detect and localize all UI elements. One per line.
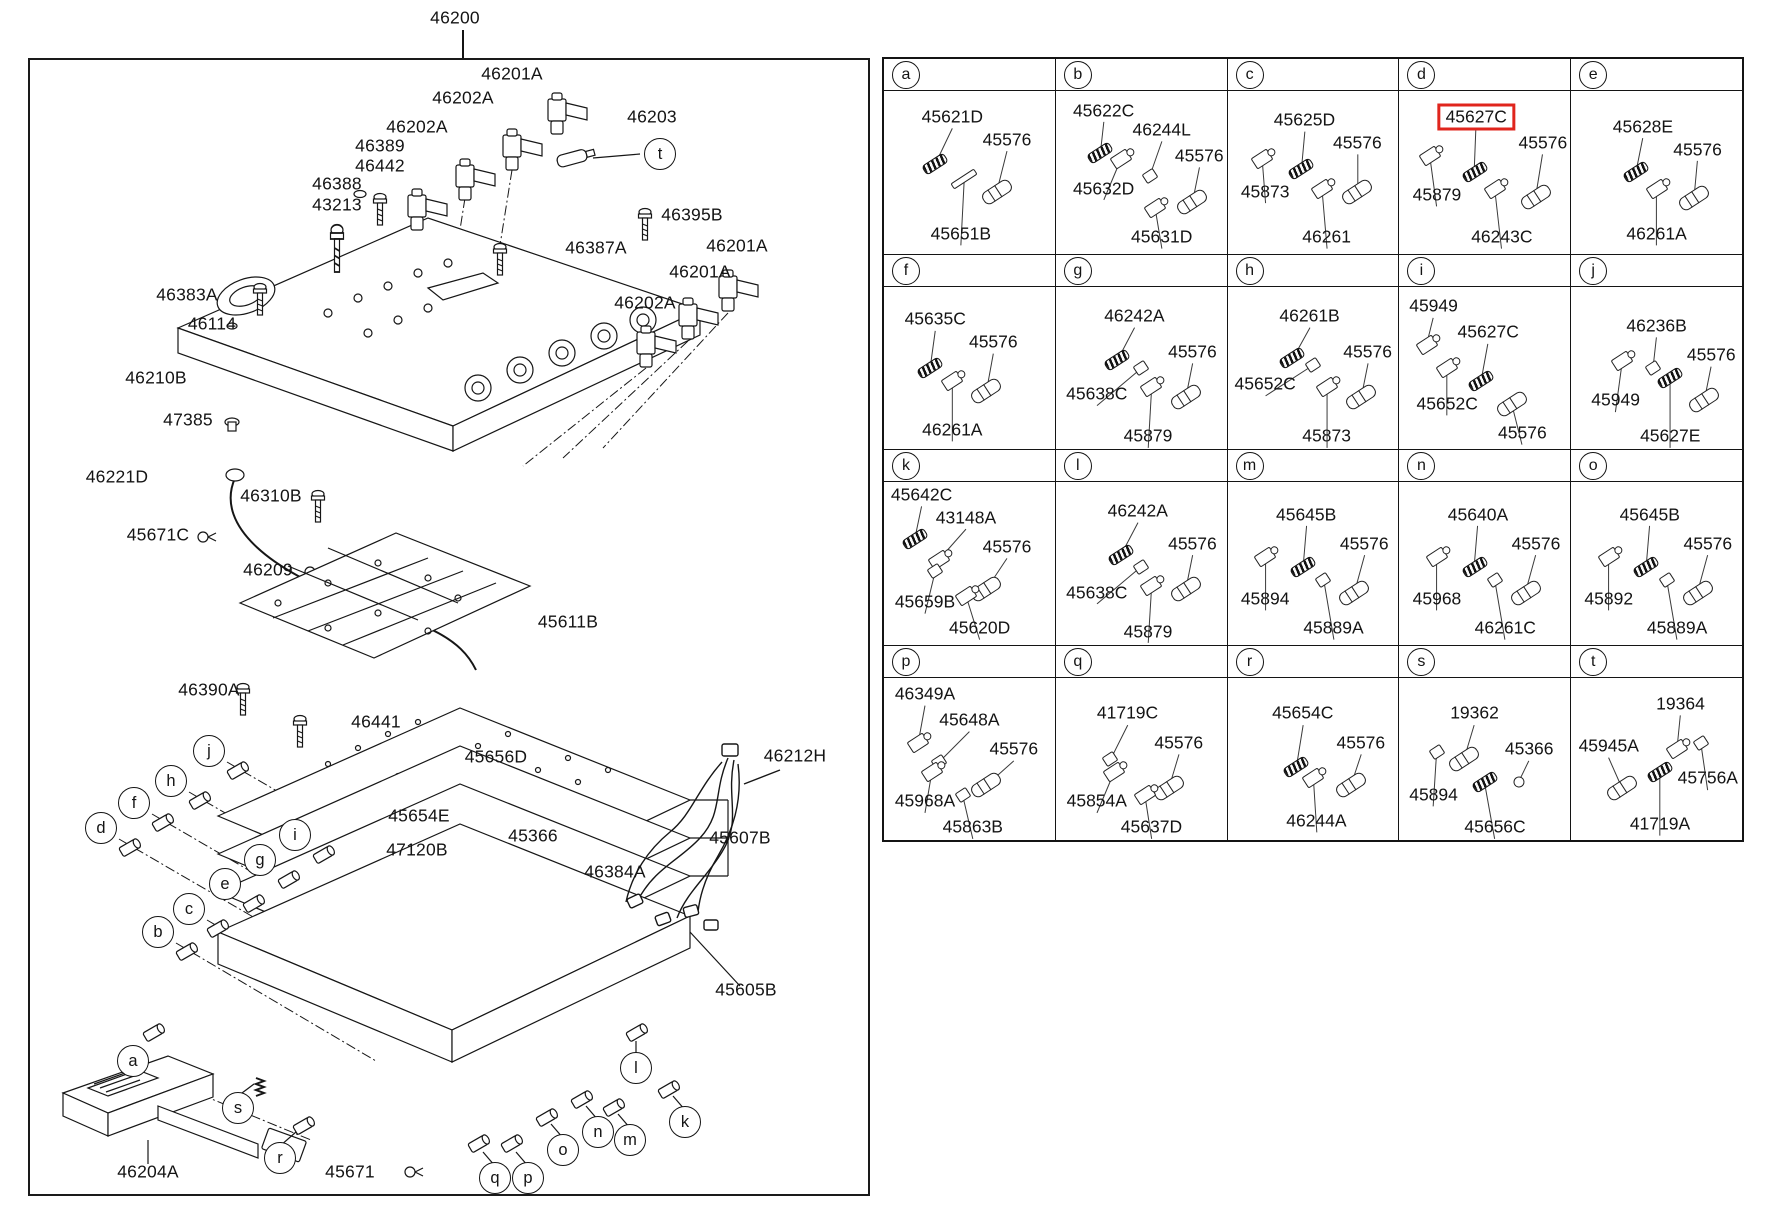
part-label: 45576: [968, 331, 1018, 352]
grid-cell-m: [1228, 482, 1400, 645]
part-label: 46384A: [584, 861, 646, 882]
highlighted-part-label: 45627C: [1438, 104, 1515, 131]
part-label: 45671C: [126, 524, 190, 545]
grid-header-cell-q: [1056, 646, 1228, 677]
part-label: 46202A: [386, 116, 448, 137]
part-label: 45576: [1673, 139, 1722, 159]
grid-header-cell-c: [1228, 59, 1400, 90]
letter-badge-f: f: [892, 257, 920, 285]
letter-callout-h: h: [155, 765, 187, 797]
part-label: 45576: [989, 738, 1039, 759]
part-label: 41719A: [1629, 813, 1691, 834]
part-label: 45628E: [1612, 116, 1674, 137]
exploded-diagram-svg: [28, 58, 866, 1192]
letter-callout-s: s: [222, 1092, 254, 1124]
part-label: 45635C: [904, 308, 966, 329]
part-label: 45576: [982, 129, 1032, 150]
grid-body-row: [884, 287, 1742, 451]
title-leader-line: [462, 30, 464, 58]
part-label: 45945A: [1578, 735, 1639, 756]
part-label: 45879: [1412, 184, 1462, 205]
letter-callout-m: m: [614, 1124, 646, 1156]
part-label: 45576: [1518, 132, 1568, 153]
grid-header-cell-j: [1571, 255, 1742, 286]
grid-header-cell-e: [1571, 59, 1742, 90]
part-label: 45894: [1409, 784, 1458, 804]
letter-callout-c: c: [173, 893, 205, 925]
part-label: 19364: [1656, 693, 1705, 713]
grid-header-cell-s: [1399, 646, 1571, 677]
letter-badge-n: n: [1407, 452, 1435, 480]
part-label: 46261B: [1279, 305, 1340, 326]
grid-cell-n: [1399, 482, 1571, 645]
part-label: 45622C: [1072, 100, 1135, 120]
letter-callout-i: i: [279, 819, 311, 851]
part-label: 45889A: [1646, 617, 1708, 638]
part-label: 45879: [1123, 621, 1173, 641]
grid-header-cell-b: [1056, 59, 1228, 90]
part-label: 46244A: [1286, 810, 1347, 830]
part-label: 45949: [1591, 389, 1640, 410]
part-label: 46204A: [117, 1161, 179, 1182]
plug-icon: [225, 418, 239, 431]
grid-body-row: [884, 482, 1742, 646]
part-label: 45632D: [1072, 178, 1135, 198]
grid-header-cell-i: [1399, 255, 1571, 286]
part-label: 45652C: [1234, 373, 1296, 394]
letter-callout-d: d: [85, 812, 117, 844]
letter-callout-g: g: [244, 844, 276, 876]
part-label: 45605B: [715, 979, 777, 1000]
grid-header-row: [884, 450, 1742, 482]
letter-callout-r: r: [264, 1142, 296, 1174]
part-label: 46261: [1302, 226, 1351, 247]
grid-header-cell-f: [884, 255, 1056, 286]
grid-header-cell-g: [1056, 255, 1228, 286]
part-label: 45879: [1123, 425, 1173, 446]
part-label: 45576: [982, 536, 1032, 557]
letter-callout-p: p: [512, 1162, 544, 1194]
part-label: 46202A: [432, 87, 494, 108]
sensor-icon: [556, 147, 596, 168]
part-label: 45637D: [1120, 816, 1183, 837]
grid-cell-d: [1399, 91, 1571, 254]
part-label: 45620D: [948, 617, 1011, 638]
grid-cell-a: [884, 91, 1056, 254]
gasket-plate: [240, 533, 530, 658]
part-label: 45654E: [388, 805, 450, 826]
part-label: 45654C: [1272, 702, 1334, 723]
part-label: 47120B: [386, 839, 448, 860]
part-label: 46389: [355, 135, 405, 156]
grid-cell-k: [884, 482, 1056, 645]
part-label: 45576: [1683, 533, 1733, 554]
letter-badge-e: e: [1579, 61, 1607, 89]
letter-badge-a: a: [892, 61, 920, 89]
letter-badge-r: r: [1236, 648, 1264, 676]
part-label: 45648A: [939, 709, 1000, 730]
part-label: 45652C: [1416, 393, 1478, 413]
part-label: 45611B: [537, 611, 599, 632]
part-label: 46221D: [85, 466, 149, 487]
part-label: 45968: [1412, 588, 1462, 609]
grid-cell-o: [1571, 482, 1742, 645]
letter-callout-n: n: [582, 1116, 614, 1148]
part-label: 46388: [312, 173, 362, 194]
part-label: 45892: [1584, 588, 1634, 609]
part-label: 45645B: [1619, 504, 1680, 524]
letter-badge-k: k: [892, 452, 920, 480]
letter-callout-a: a: [117, 1045, 149, 1077]
part-label: 45366: [1504, 738, 1554, 759]
part-label: 46261C: [1474, 617, 1536, 638]
grid-cell-g: [1056, 287, 1228, 450]
part-label: 45659B: [894, 591, 956, 612]
letter-callout-t: t: [644, 138, 676, 170]
part-label: 45873: [1302, 425, 1351, 446]
part-label: 46236B: [1626, 315, 1687, 335]
part-label: 45756A: [1677, 767, 1738, 788]
letter-badge-i: i: [1407, 257, 1435, 285]
grid-cell-b: [1056, 91, 1228, 254]
grid-header-cell-o: [1571, 450, 1742, 481]
part-label: 45576: [1336, 732, 1386, 752]
part-label: 46210B: [125, 367, 187, 388]
grid-header-cell-n: [1399, 450, 1571, 481]
part-label: 46261A: [1626, 223, 1687, 244]
grid-cell-f: [884, 287, 1056, 450]
letter-callout-k: k: [669, 1106, 701, 1138]
letter-badge-q: q: [1064, 648, 1092, 676]
part-label: 45863B: [942, 816, 1003, 837]
part-label: 45671: [325, 1161, 375, 1182]
part-label: 45576: [1333, 132, 1382, 153]
grid-header-row: [884, 255, 1742, 287]
part-label: 46114: [187, 313, 237, 334]
part-label: 46441: [351, 711, 401, 732]
grid-cell-p: [884, 678, 1056, 841]
part-label: 45576: [1498, 422, 1547, 443]
part-label: 46243C: [1471, 226, 1533, 247]
letter-badge-c: c: [1236, 61, 1264, 89]
part-label: 45607B: [709, 827, 771, 848]
part-label: 45576: [1339, 533, 1389, 554]
part-label: 46390A: [178, 679, 240, 700]
grid-cell-i: [1399, 287, 1571, 450]
grid-cell-r: [1228, 678, 1400, 841]
part-label: 19362: [1450, 702, 1499, 723]
part-label: 46203: [627, 106, 677, 127]
grid-header-cell-m: [1228, 450, 1400, 481]
grid-body-row: [884, 678, 1742, 841]
part-label: 45656D: [464, 746, 528, 767]
part-label: 46395B: [661, 204, 723, 225]
part-label: 41719C: [1096, 702, 1159, 723]
grid-cell-t: [1571, 678, 1742, 841]
part-label: 46261A: [922, 419, 983, 439]
part-label: 45627E: [1640, 425, 1701, 446]
part-label: 45576: [1686, 344, 1736, 365]
grid-header-cell-p: [884, 646, 1056, 677]
part-label: 45642C: [890, 484, 953, 505]
part-label: 43148A: [935, 507, 997, 528]
letter-badge-j: j: [1579, 257, 1607, 285]
letter-badge-l: l: [1064, 452, 1092, 480]
letter-badge-s: s: [1407, 648, 1435, 676]
grid-cell-j: [1571, 287, 1742, 450]
letter-callout-j: j: [193, 735, 225, 767]
part-label: 45576: [1168, 533, 1217, 554]
grid-header-cell-t: [1571, 646, 1742, 677]
part-label: 45625D: [1273, 109, 1336, 130]
part-label: 45576: [1154, 732, 1204, 752]
part-label: 45638C: [1066, 582, 1128, 602]
part-label: 46310B: [240, 485, 302, 506]
grid-cell-e: [1571, 91, 1742, 254]
grid-header-cell-h: [1228, 255, 1400, 286]
grid-header-cell-d: [1399, 59, 1571, 90]
part-label: 45968A: [894, 790, 956, 811]
letter-badge-m: m: [1236, 452, 1264, 480]
part-label: 46244L: [1132, 119, 1191, 140]
grid-body-row: [884, 91, 1742, 255]
letter-callout-q: q: [479, 1162, 511, 1194]
grid-cell-q: [1056, 678, 1228, 841]
grid-cell-s: [1399, 678, 1571, 841]
letter-badge-h: h: [1236, 257, 1264, 285]
part-label: 46383A: [156, 284, 218, 305]
part-label: 45576: [1168, 341, 1217, 361]
part-label: 45576: [1174, 145, 1224, 166]
letter-callout-l: l: [620, 1052, 652, 1084]
grid-cell-c: [1228, 91, 1400, 254]
part-label: 46349A: [894, 683, 956, 704]
part-label: 45656C: [1464, 816, 1526, 837]
part-label: 45854A: [1066, 790, 1127, 811]
grid-header-cell-l: [1056, 450, 1228, 481]
grid-header-row: [884, 59, 1742, 91]
letter-badge-t: t: [1579, 648, 1607, 676]
part-label: 45894: [1240, 588, 1290, 609]
parts-grid: [882, 57, 1744, 842]
part-label: 46212H: [763, 745, 827, 766]
part-label: 45627C: [1457, 321, 1519, 342]
part-label: 46242A: [1107, 500, 1168, 521]
grid-header-row: [884, 646, 1742, 678]
part-label: 47385: [163, 409, 213, 430]
letter-callout-b: b: [142, 916, 174, 948]
grid-header-cell-r: [1228, 646, 1400, 677]
part-label: 45621D: [921, 106, 983, 127]
part-label: 43213: [312, 194, 362, 215]
part-label: 46442: [355, 155, 405, 176]
letter-callout-e: e: [209, 868, 241, 900]
part-label: 45366: [508, 825, 558, 846]
grid-header-cell-a: [884, 59, 1056, 90]
letter-badge-o: o: [1579, 452, 1607, 480]
part-label: 45640A: [1447, 504, 1509, 524]
part-label: 45576: [1511, 533, 1561, 554]
part-label: 46201A: [706, 235, 768, 256]
part-label: 45889A: [1303, 617, 1364, 638]
part-label: 45631D: [1131, 226, 1193, 247]
part-label: 46242A: [1104, 305, 1165, 326]
part-label: 45576: [1343, 341, 1392, 361]
letter-badge-b: b: [1064, 61, 1092, 89]
part-label: 45638C: [1066, 383, 1128, 404]
letter-badge-g: g: [1064, 257, 1092, 285]
letter-badge-p: p: [892, 648, 920, 676]
part-label: 46387A: [565, 237, 627, 258]
part-label: 45645B: [1275, 504, 1337, 524]
assembly-part-number: 46200: [430, 7, 480, 28]
part-label: 45873: [1240, 181, 1290, 202]
letter-callout-o: o: [547, 1134, 579, 1166]
part-label: 46209: [243, 559, 293, 580]
grid-cell-l: [1056, 482, 1228, 645]
grid-header-cell-k: [884, 450, 1056, 481]
part-label: 46202A: [614, 292, 676, 313]
grid-cell-h: [1228, 287, 1400, 450]
part-label: 46201A: [481, 63, 543, 84]
letter-callout-f: f: [118, 787, 150, 819]
part-label: 46201A: [669, 261, 731, 282]
part-label: 45949: [1409, 295, 1458, 316]
part-label: 45651B: [930, 223, 992, 244]
letter-badge-d: d: [1407, 61, 1435, 89]
